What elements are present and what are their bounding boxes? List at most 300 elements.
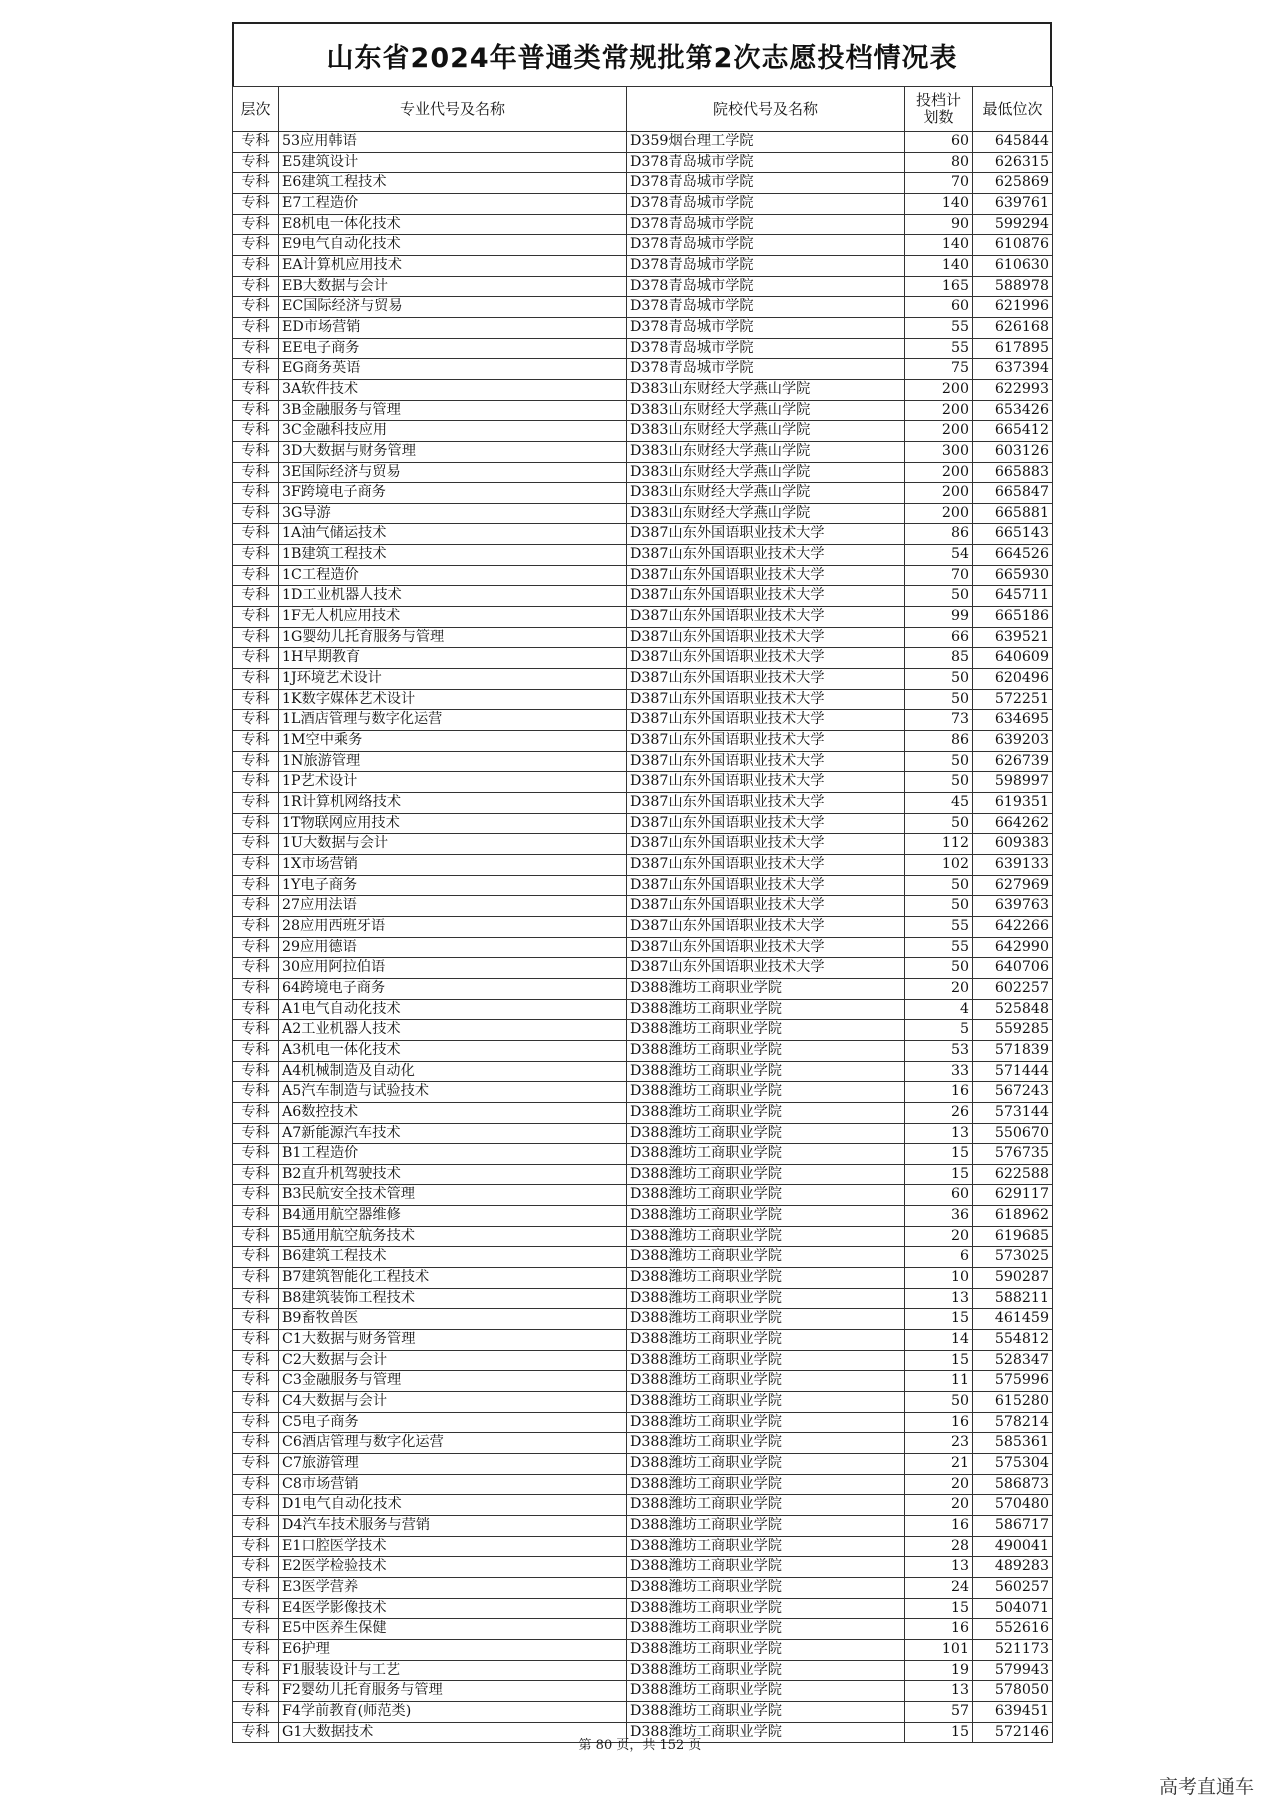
plan-cell: 53 [905, 1040, 973, 1061]
major-cell: 29应用德语 [279, 937, 627, 958]
plan-cell: 55 [905, 317, 973, 338]
header-level: 层次 [233, 87, 279, 132]
level-cell: 专科 [233, 958, 279, 979]
school-cell: D387山东外国语职业技术大学 [627, 896, 905, 917]
level-cell: 专科 [233, 1206, 279, 1227]
level-cell: 专科 [233, 669, 279, 690]
table-row [233, 1144, 1053, 1165]
school-cell: D378青岛城市学院 [627, 276, 905, 297]
table-row [233, 132, 1053, 153]
table-row [233, 276, 1053, 297]
rank-cell: 552616 [973, 1619, 1053, 1640]
table-row [233, 875, 1053, 896]
level-cell: 专科 [233, 1040, 279, 1061]
plan-cell: 15 [905, 1164, 973, 1185]
table-row [233, 834, 1053, 855]
level-cell: 专科 [233, 1412, 279, 1433]
major-cell: E7工程造价 [279, 193, 627, 214]
major-cell: 1B建筑工程技术 [279, 545, 627, 566]
major-cell: 1K数字媒体艺术设计 [279, 689, 627, 710]
table-row [233, 710, 1053, 731]
level-cell: 专科 [233, 586, 279, 607]
rank-cell: 590287 [973, 1268, 1053, 1289]
school-cell: D388潍坊工商职业学院 [627, 1206, 905, 1227]
table-row [233, 793, 1053, 814]
school-cell: D387山东外国语职业技术大学 [627, 669, 905, 690]
major-cell: 1X市场营销 [279, 854, 627, 875]
level-cell: 专科 [233, 1226, 279, 1247]
rank-cell: 579943 [973, 1660, 1053, 1681]
major-cell: B8建筑装饰工程技术 [279, 1288, 627, 1309]
plan-cell: 140 [905, 235, 973, 256]
school-cell: D388潍坊工商职业学院 [627, 978, 905, 999]
school-cell: D378青岛城市学院 [627, 317, 905, 338]
rank-cell: 521173 [973, 1639, 1053, 1660]
plan-cell: 16 [905, 1515, 973, 1536]
rank-cell: 617895 [973, 338, 1053, 359]
school-cell: D378青岛城市学院 [627, 297, 905, 318]
school-cell: D378青岛城市学院 [627, 193, 905, 214]
level-cell: 专科 [233, 772, 279, 793]
major-cell: E1口腔医学技术 [279, 1536, 627, 1557]
level-cell: 专科 [233, 462, 279, 483]
major-cell: B3民航安全技术管理 [279, 1185, 627, 1206]
level-cell: 专科 [233, 1371, 279, 1392]
rank-cell: 571839 [973, 1040, 1053, 1061]
plan-cell: 66 [905, 627, 973, 648]
plan-cell: 54 [905, 545, 973, 566]
school-cell: D387山东外国语职业技术大学 [627, 586, 905, 607]
plan-cell: 50 [905, 772, 973, 793]
admission-sheet [232, 22, 1052, 1743]
rank-cell: 645844 [973, 132, 1053, 153]
major-cell: 3G导游 [279, 503, 627, 524]
rank-cell: 618962 [973, 1206, 1053, 1227]
rank-cell: 619685 [973, 1226, 1053, 1247]
level-cell: 专科 [233, 1268, 279, 1289]
school-cell: D383山东财经大学燕山学院 [627, 421, 905, 442]
table-row [233, 813, 1053, 834]
rank-cell: 639761 [973, 193, 1053, 214]
table-row [233, 669, 1053, 690]
level-cell: 专科 [233, 1433, 279, 1454]
major-cell: E3医学营养 [279, 1577, 627, 1598]
plan-cell: 50 [905, 896, 973, 917]
rank-cell: 603126 [973, 441, 1053, 462]
table-row [233, 173, 1053, 194]
table-row [233, 1061, 1053, 1082]
level-cell: 专科 [233, 214, 279, 235]
rank-cell: 575304 [973, 1454, 1053, 1475]
plan-cell: 55 [905, 916, 973, 937]
table-row [233, 400, 1053, 421]
plan-cell: 50 [905, 813, 973, 834]
level-cell: 专科 [233, 1061, 279, 1082]
rank-cell: 525848 [973, 999, 1053, 1020]
table-row [233, 545, 1053, 566]
school-cell: D388潍坊工商职业学院 [627, 1040, 905, 1061]
major-cell: D4汽车技术服务与营销 [279, 1515, 627, 1536]
level-cell: 专科 [233, 1164, 279, 1185]
level-cell: 专科 [233, 1557, 279, 1578]
school-cell: D388潍坊工商职业学院 [627, 1412, 905, 1433]
level-cell: 专科 [233, 710, 279, 731]
plan-cell: 50 [905, 1392, 973, 1413]
level-cell: 专科 [233, 132, 279, 153]
plan-cell: 86 [905, 524, 973, 545]
level-cell: 专科 [233, 999, 279, 1020]
major-cell: E2医学检验技术 [279, 1557, 627, 1578]
major-cell: 1A油气储运技术 [279, 524, 627, 545]
level-cell: 专科 [233, 1619, 279, 1640]
plan-cell: 13 [905, 1123, 973, 1144]
major-cell: 3B金融服务与管理 [279, 400, 627, 421]
level-cell: 专科 [233, 1102, 279, 1123]
level-cell: 专科 [233, 689, 279, 710]
major-cell: E9电气自动化技术 [279, 235, 627, 256]
school-cell: D388潍坊工商职业学院 [627, 1144, 905, 1165]
plan-cell: 200 [905, 379, 973, 400]
level-cell: 专科 [233, 379, 279, 400]
table-row [233, 1392, 1053, 1413]
rank-cell: 560257 [973, 1577, 1053, 1598]
level-cell: 专科 [233, 317, 279, 338]
plan-cell: 19 [905, 1660, 973, 1681]
rank-cell: 626739 [973, 751, 1053, 772]
rank-cell: 639133 [973, 854, 1053, 875]
table-row [233, 1350, 1053, 1371]
school-cell: D383山东财经大学燕山学院 [627, 400, 905, 421]
rank-cell: 665883 [973, 462, 1053, 483]
rank-cell: 585361 [973, 1433, 1053, 1454]
level-cell: 专科 [233, 751, 279, 772]
rank-cell: 626315 [973, 152, 1053, 173]
plan-cell: 11 [905, 1371, 973, 1392]
plan-cell: 50 [905, 958, 973, 979]
table-row [233, 1577, 1053, 1598]
plan-cell: 24 [905, 1577, 973, 1598]
rank-cell: 599294 [973, 214, 1053, 235]
rank-cell: 640706 [973, 958, 1053, 979]
level-cell: 专科 [233, 193, 279, 214]
rank-cell: 602257 [973, 978, 1053, 999]
major-cell: 1M空中乘务 [279, 731, 627, 752]
major-cell: 27应用法语 [279, 896, 627, 917]
major-cell: 1G婴幼儿托育服务与管理 [279, 627, 627, 648]
table-row [233, 1454, 1053, 1475]
header-plan-label: 投档计划数 [915, 91, 961, 126]
school-cell: D383山东财经大学燕山学院 [627, 483, 905, 504]
major-cell: A6数控技术 [279, 1102, 627, 1123]
major-cell: E5中医养生保健 [279, 1619, 627, 1640]
major-cell: 53应用韩语 [279, 132, 627, 153]
plan-cell: 101 [905, 1639, 973, 1660]
table-row [233, 1309, 1053, 1330]
plan-cell: 15 [905, 1309, 973, 1330]
rank-cell: 634695 [973, 710, 1053, 731]
level-cell: 专科 [233, 813, 279, 834]
plan-cell: 15 [905, 1350, 973, 1371]
table-row [233, 503, 1053, 524]
major-cell: E6建筑工程技术 [279, 173, 627, 194]
page-footer: 第 80 页，共 152 页 [578, 1738, 702, 1753]
level-cell: 专科 [233, 916, 279, 937]
plan-cell: 4 [905, 999, 973, 1020]
plan-cell: 200 [905, 503, 973, 524]
level-cell: 专科 [233, 173, 279, 194]
plan-cell: 16 [905, 1619, 973, 1640]
table-row [233, 1598, 1053, 1619]
major-cell: 3E国际经济与贸易 [279, 462, 627, 483]
rank-cell: 620496 [973, 669, 1053, 690]
rank-cell: 622993 [973, 379, 1053, 400]
table-row [233, 1536, 1053, 1557]
major-cell: A5汽车制造与试验技术 [279, 1082, 627, 1103]
major-cell: 3C金融科技应用 [279, 421, 627, 442]
table-row [233, 255, 1053, 276]
school-cell: D388潍坊工商职业学院 [627, 1701, 905, 1722]
school-cell: D387山东外国语职业技术大学 [627, 751, 905, 772]
rank-cell: 665930 [973, 565, 1053, 586]
major-cell: 28应用西班牙语 [279, 916, 627, 937]
table-row [233, 462, 1053, 483]
table-row [233, 1288, 1053, 1309]
plan-cell: 45 [905, 793, 973, 814]
plan-cell: 200 [905, 400, 973, 421]
level-cell: 专科 [233, 1536, 279, 1557]
school-cell: D388潍坊工商职业学院 [627, 1164, 905, 1185]
table-row [233, 214, 1053, 235]
plan-cell: 140 [905, 193, 973, 214]
major-cell: 64跨境电子商务 [279, 978, 627, 999]
school-cell: D388潍坊工商职业学院 [627, 1495, 905, 1516]
table-row [233, 1515, 1053, 1536]
school-cell: D387山东外国语职业技术大学 [627, 648, 905, 669]
plan-cell: 200 [905, 462, 973, 483]
table-row [233, 441, 1053, 462]
school-cell: D378青岛城市学院 [627, 152, 905, 173]
level-cell: 专科 [233, 1515, 279, 1536]
table-row [233, 896, 1053, 917]
school-cell: D359烟台理工学院 [627, 132, 905, 153]
table-row [233, 1619, 1053, 1640]
school-cell: D378青岛城市学院 [627, 338, 905, 359]
school-cell: D388潍坊工商职业学院 [627, 1226, 905, 1247]
rank-cell: 609383 [973, 834, 1053, 855]
table-row [233, 524, 1053, 545]
plan-cell: 60 [905, 1185, 973, 1206]
rank-cell: 610876 [973, 235, 1053, 256]
school-cell: D388潍坊工商职业学院 [627, 1123, 905, 1144]
major-cell: E4医学影像技术 [279, 1598, 627, 1619]
level-cell: 专科 [233, 731, 279, 752]
school-cell: D388潍坊工商职业学院 [627, 1371, 905, 1392]
major-cell: B4通用航空器维修 [279, 1206, 627, 1227]
major-cell: G1大数据技术 [279, 1722, 627, 1743]
school-cell: D383山东财经大学燕山学院 [627, 462, 905, 483]
level-cell: 专科 [233, 441, 279, 462]
level-cell: 专科 [233, 338, 279, 359]
table-row [233, 648, 1053, 669]
header-row [233, 87, 1053, 132]
school-cell: D388潍坊工商职业学院 [627, 1288, 905, 1309]
major-cell: A7新能源汽车技术 [279, 1123, 627, 1144]
table-row [233, 1474, 1053, 1495]
level-cell: 专科 [233, 1454, 279, 1475]
table-row [233, 1412, 1053, 1433]
table-row [233, 689, 1053, 710]
school-cell: D388潍坊工商职业学院 [627, 1660, 905, 1681]
level-cell: 专科 [233, 400, 279, 421]
plan-cell: 112 [905, 834, 973, 855]
level-cell: 专科 [233, 524, 279, 545]
major-cell: 1D工业机器人技术 [279, 586, 627, 607]
table-row [233, 1639, 1053, 1660]
plan-cell: 14 [905, 1330, 973, 1351]
major-cell: 30应用阿拉伯语 [279, 958, 627, 979]
rank-cell: 642990 [973, 937, 1053, 958]
plan-cell: 50 [905, 586, 973, 607]
school-cell: D387山东外国语职业技术大学 [627, 875, 905, 896]
school-cell: D387山东外国语职业技术大学 [627, 731, 905, 752]
major-cell: B9畜牧兽医 [279, 1309, 627, 1330]
major-cell: F4学前教育(师范类) [279, 1701, 627, 1722]
table-row [233, 338, 1053, 359]
rank-cell: 461459 [973, 1309, 1053, 1330]
rank-cell: 665143 [973, 524, 1053, 545]
school-cell: D387山东外国语职业技术大学 [627, 854, 905, 875]
table-row [233, 1164, 1053, 1185]
table-row [233, 483, 1053, 504]
major-cell: C4大数据与会计 [279, 1392, 627, 1413]
major-cell: B1工程造价 [279, 1144, 627, 1165]
plan-cell: 300 [905, 441, 973, 462]
rank-cell: 629117 [973, 1185, 1053, 1206]
rank-cell: 572251 [973, 689, 1053, 710]
school-cell: D388潍坊工商职业学院 [627, 999, 905, 1020]
school-cell: D388潍坊工商职业学院 [627, 1268, 905, 1289]
school-cell: D387山东外国语职业技术大学 [627, 958, 905, 979]
plan-cell: 36 [905, 1206, 973, 1227]
plan-cell: 5 [905, 1020, 973, 1041]
rank-cell: 578214 [973, 1412, 1053, 1433]
school-cell: D387山东外国语职业技术大学 [627, 607, 905, 628]
rank-cell: 639763 [973, 896, 1053, 917]
table-row [233, 1557, 1053, 1578]
table-row [233, 235, 1053, 256]
rank-cell: 622588 [973, 1164, 1053, 1185]
major-cell: ED市场营销 [279, 317, 627, 338]
plan-cell: 50 [905, 669, 973, 690]
watermark: 高考直通车 [1158, 1776, 1254, 1798]
major-cell: C5电子商务 [279, 1412, 627, 1433]
rank-cell: 664262 [973, 813, 1053, 834]
school-cell: D388潍坊工商职业学院 [627, 1577, 905, 1598]
school-cell: D383山东财经大学燕山学院 [627, 379, 905, 400]
major-cell: EG商务英语 [279, 359, 627, 380]
school-cell: D388潍坊工商职业学院 [627, 1185, 905, 1206]
major-cell: 1L酒店管理与数字化运营 [279, 710, 627, 731]
school-cell: D388潍坊工商职业学院 [627, 1557, 905, 1578]
plan-cell: 200 [905, 421, 973, 442]
rank-cell: 626168 [973, 317, 1053, 338]
rank-cell: 665881 [973, 503, 1053, 524]
rank-cell: 528347 [973, 1350, 1053, 1371]
rank-cell: 489283 [973, 1557, 1053, 1578]
rank-cell: 573144 [973, 1102, 1053, 1123]
table-row [233, 1020, 1053, 1041]
major-cell: C1大数据与财务管理 [279, 1330, 627, 1351]
plan-cell: 50 [905, 751, 973, 772]
school-cell: D388潍坊工商职业学院 [627, 1454, 905, 1475]
school-cell: D388潍坊工商职业学院 [627, 1515, 905, 1536]
table-body [233, 132, 1053, 1743]
plan-cell: 165 [905, 276, 973, 297]
school-cell: D388潍坊工商职业学院 [627, 1681, 905, 1702]
table-row [233, 152, 1053, 173]
level-cell: 专科 [233, 503, 279, 524]
major-cell: 1N旅游管理 [279, 751, 627, 772]
plan-cell: 28 [905, 1536, 973, 1557]
level-cell: 专科 [233, 607, 279, 628]
major-cell: D1电气自动化技术 [279, 1495, 627, 1516]
school-cell: D378青岛城市学院 [627, 173, 905, 194]
school-cell: D388潍坊工商职业学院 [627, 1639, 905, 1660]
table-row [233, 627, 1053, 648]
major-cell: EC国际经济与贸易 [279, 297, 627, 318]
table-row [233, 607, 1053, 628]
rank-cell: 621996 [973, 297, 1053, 318]
table-row [233, 978, 1053, 999]
school-cell: D378青岛城市学院 [627, 359, 905, 380]
level-cell: 专科 [233, 854, 279, 875]
major-cell: A1电气自动化技术 [279, 999, 627, 1020]
school-cell: D387山东外国语职业技术大学 [627, 813, 905, 834]
table-row [233, 1701, 1053, 1722]
rank-cell: 610630 [973, 255, 1053, 276]
major-cell: 1H早期教育 [279, 648, 627, 669]
level-cell: 专科 [233, 1681, 279, 1702]
table-row [233, 586, 1053, 607]
plan-cell: 26 [905, 1102, 973, 1123]
plan-cell: 6 [905, 1247, 973, 1268]
school-cell: D388潍坊工商职业学院 [627, 1474, 905, 1495]
major-cell: 1R计算机网络技术 [279, 793, 627, 814]
plan-cell: 70 [905, 565, 973, 586]
rank-cell: 550670 [973, 1123, 1053, 1144]
plan-cell: 10 [905, 1268, 973, 1289]
level-cell: 专科 [233, 359, 279, 380]
plan-cell: 13 [905, 1681, 973, 1702]
major-cell: B5通用航空航务技术 [279, 1226, 627, 1247]
level-cell: 专科 [233, 276, 279, 297]
school-cell: D387山东外国语职业技术大学 [627, 916, 905, 937]
school-cell: D388潍坊工商职业学院 [627, 1247, 905, 1268]
school-cell: D387山东外国语职业技术大学 [627, 937, 905, 958]
rank-cell: 573025 [973, 1247, 1053, 1268]
rank-cell: 665412 [973, 421, 1053, 442]
plan-cell: 102 [905, 854, 973, 875]
rank-cell: 640609 [973, 648, 1053, 669]
rank-cell: 559285 [973, 1020, 1053, 1041]
level-cell: 专科 [233, 1123, 279, 1144]
table-row [233, 958, 1053, 979]
major-cell: B2直升机驾驶技术 [279, 1164, 627, 1185]
major-cell: B6建筑工程技术 [279, 1247, 627, 1268]
plan-cell: 60 [905, 297, 973, 318]
table-row [233, 1206, 1053, 1227]
header-major: 专业代号及名称 [279, 87, 627, 132]
